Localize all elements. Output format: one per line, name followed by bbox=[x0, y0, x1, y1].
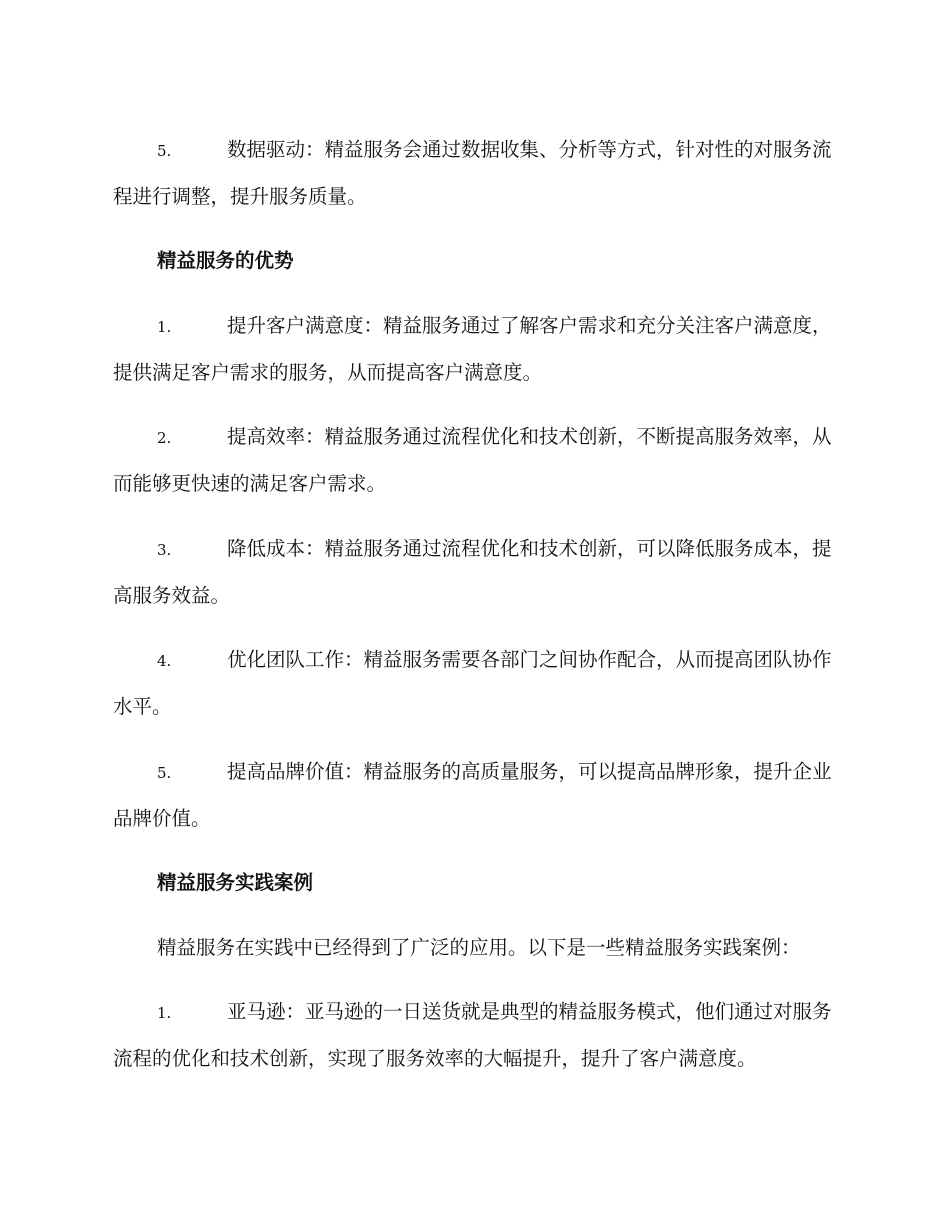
intro-paragraph: 精益服务在实践中已经得到了广泛的应用。以下是一些精益服务实践案例： bbox=[157, 935, 801, 959]
list-item bbox=[113, 637, 833, 729]
list-item bbox=[113, 303, 833, 395]
document-page bbox=[113, 107, 833, 1093]
list-item bbox=[113, 749, 833, 841]
list-number: 1. bbox=[157, 1004, 172, 1022]
list-item bbox=[113, 127, 833, 219]
list-number: 4. bbox=[157, 652, 172, 670]
list-text: 提高效率：精益服务通过流程优化和技术创新，不断提高服务效率，从而能够更快速的满足客户需求。 bbox=[113, 425, 832, 495]
list-text: 亚马逊：亚马逊的一日送货就是典型的精益服务模式，他们通过对服务流程的优化和技术创新，实现了服务效率的大幅提升，提升了客户满意度。 bbox=[113, 1000, 832, 1070]
list-number: 5. bbox=[157, 763, 172, 782]
list-text: 降低成本：精益服务通过流程优化和技术创新，可以降低服务成本，提高服务效益。 bbox=[113, 536, 832, 607]
list-text: 提升客户满意度：精益服务通过了解客户需求和充分关注客户满意度，提供满足客户需求的服务，从而提高客户满意度。 bbox=[113, 313, 832, 384]
list-item bbox=[113, 526, 833, 618]
list-text: 数据驱动：精益服务会通过数据收集、分析等方式，针对性的对服务流程进行调整，提升服务质量。 bbox=[113, 137, 832, 208]
list-number: 5. bbox=[157, 141, 172, 160]
list-number: 2. bbox=[157, 429, 172, 447]
list-text: 优化团队工作：精益服务需要各部门之间协作配合，从而提高团队协作水平。 bbox=[113, 648, 832, 718]
list-item bbox=[113, 414, 833, 506]
list-item bbox=[113, 989, 833, 1081]
list-number: 1. bbox=[157, 317, 172, 336]
list-number: 3. bbox=[157, 540, 172, 559]
section-heading: 精益服务实践案例 bbox=[157, 871, 314, 894]
section-heading: 精益服务的优势 bbox=[157, 249, 294, 272]
list-text: 提高品牌价值：精益服务的高质量服务，可以提高品牌形象，提升企业品牌价值。 bbox=[113, 759, 832, 830]
